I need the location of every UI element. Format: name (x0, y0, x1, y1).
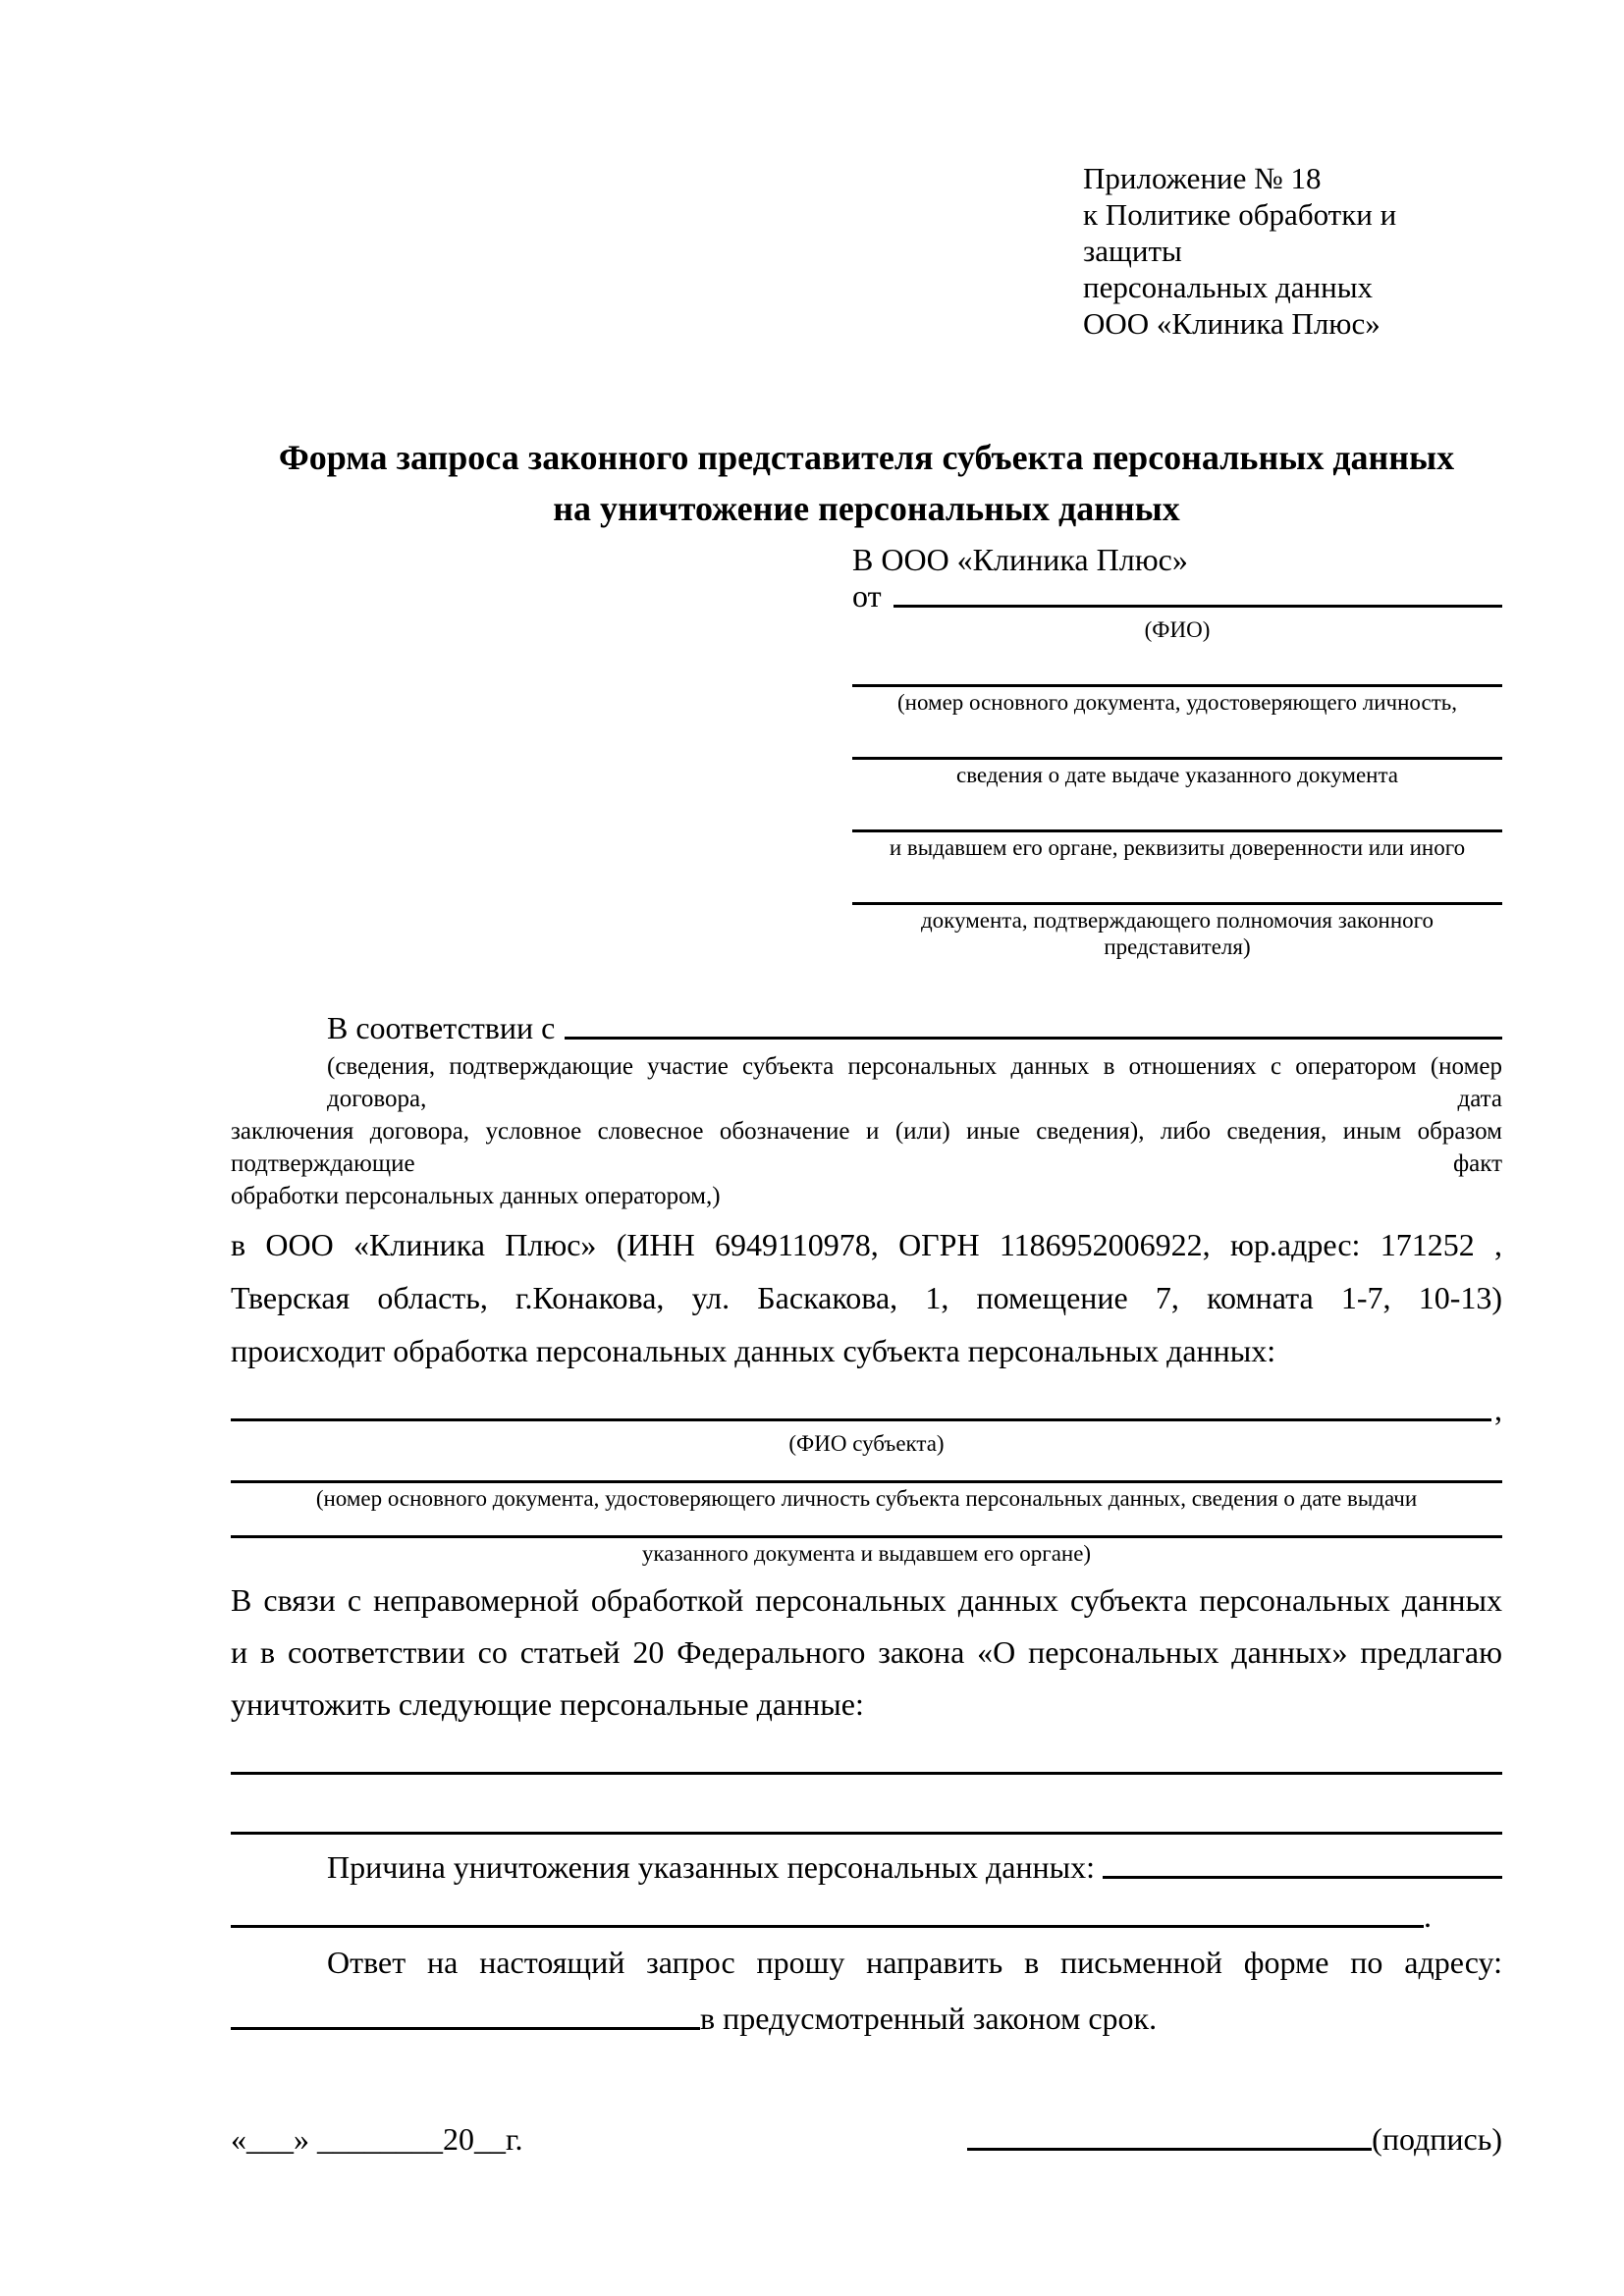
personal-data-field-line (231, 1772, 1502, 1775)
signature-area (967, 2121, 1502, 2158)
subject-caption: (номер основного документа, удостоверяющего личность субъекта персональных данных, сведения о дате выдачи (315, 1486, 1418, 1511)
issuing-authority-field-line (852, 829, 1502, 832)
issue-date-field-line (852, 757, 1502, 760)
destroy-paragraph-line: уничтожить следующие персональные данные: (231, 1686, 864, 1722)
reason-label: Причина уничтожения указанных персональных данных: (327, 1849, 1096, 1885)
fine-print-line: заключения договора, условное словесное обозначение и (или) иные сведения), либо сведения, иным образом подтверждающие факт (231, 1118, 1502, 1177)
form-title-line-1: Форма запроса законного представителя субъекта персональных данных (278, 438, 1455, 477)
appendix-line: к Политике обработки и защиты (1083, 197, 1397, 268)
reason-field-line (1103, 1876, 1502, 1879)
field-caption: сведения о дате выдаче указанного документа (955, 763, 1399, 787)
appendix-line: персональных данных (1083, 270, 1374, 304)
subject-caption: указанного документа и выдавшем его органе) (641, 1541, 1092, 1566)
operator-paragraph-line: Тверская область, г.Конакова, ул. Баскакова, 1, помещение 7, комната 1-7, 10-13) (231, 1280, 1502, 1315)
field-caption: документа, подтверждающего полномочия законного представителя) (920, 908, 1434, 959)
reason-field-line-2 (231, 1925, 1424, 1928)
subject-section (231, 1387, 1502, 1567)
addressee-block (852, 540, 1502, 960)
address-field-line (231, 2027, 700, 2030)
form-title (231, 432, 1502, 534)
destroy-paragraph-line: и в соответствии со статьей 20 Федерального закона «О персональных данных» предлагаю (231, 1634, 1502, 1670)
fio-caption: (ФИО) (1144, 617, 1211, 642)
document-content (231, 0, 1502, 2158)
subject-fio-row (231, 1387, 1502, 1428)
reason-row (231, 1835, 1502, 1886)
period-mark: . (1424, 1898, 1432, 1934)
comma-mark: , (1494, 1392, 1502, 1427)
from-field-row (852, 579, 1502, 614)
subject-document-field-line (231, 1480, 1502, 1483)
accordance-fine-print (231, 1050, 1502, 1212)
subject-fio-caption: (ФИО субъекта) (788, 1431, 945, 1456)
operator-paragraph-line: происходит обработка персональных данных субъекта персональных данных: (231, 1333, 1276, 1368)
response-line: Ответ на настоящий запрос прошу направить в письменной форме по адресу: (327, 1945, 1502, 1980)
operator-paragraph-line: в ООО «Клиника Плюс» (ИНН 6949110978, ОГРН 1186952006922, юр.адрес: 171252 , (231, 1227, 1502, 1262)
response-term-text: в предусмотренный законом срок. (700, 2001, 1158, 2036)
document-number-field-line (852, 684, 1502, 687)
fio-field-line (893, 605, 1502, 608)
fine-print-line: (сведения, подтверждающие участие субъекта персональных данных в отношениях с оператором (номер договора, дата (327, 1053, 1502, 1112)
appendix-line: ООО «Клиника Плюс» (1083, 306, 1380, 341)
date-field: «___» ________20__г. (231, 2121, 523, 2157)
field-caption: (номер основного документа, удостоверяющего личность, (896, 690, 1457, 715)
addressee-org: В ООО «Клиника Плюс» (852, 542, 1188, 577)
accordance-row (231, 1003, 1502, 1046)
accordance-lead: В соответствии с (327, 1010, 556, 1045)
authority-document-field-line (852, 902, 1502, 905)
from-label: от (852, 578, 882, 614)
signature-caption: (подпись) (1372, 2121, 1502, 2157)
fine-print-line: обработки персональных данных оператором,) (231, 1183, 721, 1209)
accordance-section (231, 1003, 1502, 1212)
signature-line (967, 2148, 1372, 2151)
subject-authority-field-line (231, 1535, 1502, 1538)
form-title-line-2: на уничтожение персональных данных (553, 489, 1180, 528)
response-address-row (231, 1988, 1502, 2037)
appendix-line: Приложение № 18 (1083, 161, 1322, 195)
destroy-request-paragraph (231, 1575, 1502, 1731)
field-caption: и выдавшем его органе, реквизиты доверенности или иного (889, 835, 1466, 860)
signature-row (231, 2121, 1502, 2158)
destroy-paragraph-line: В связи с неправомерной обработкой персональных данных субъекта персональных данных (231, 1582, 1502, 1618)
operator-paragraph (231, 1218, 1502, 1377)
accordance-field-line (565, 1037, 1502, 1040)
appendix-header (1083, 160, 1502, 342)
subject-fio-field-line (231, 1418, 1491, 1421)
reason-continuation-row (231, 1886, 1432, 1935)
